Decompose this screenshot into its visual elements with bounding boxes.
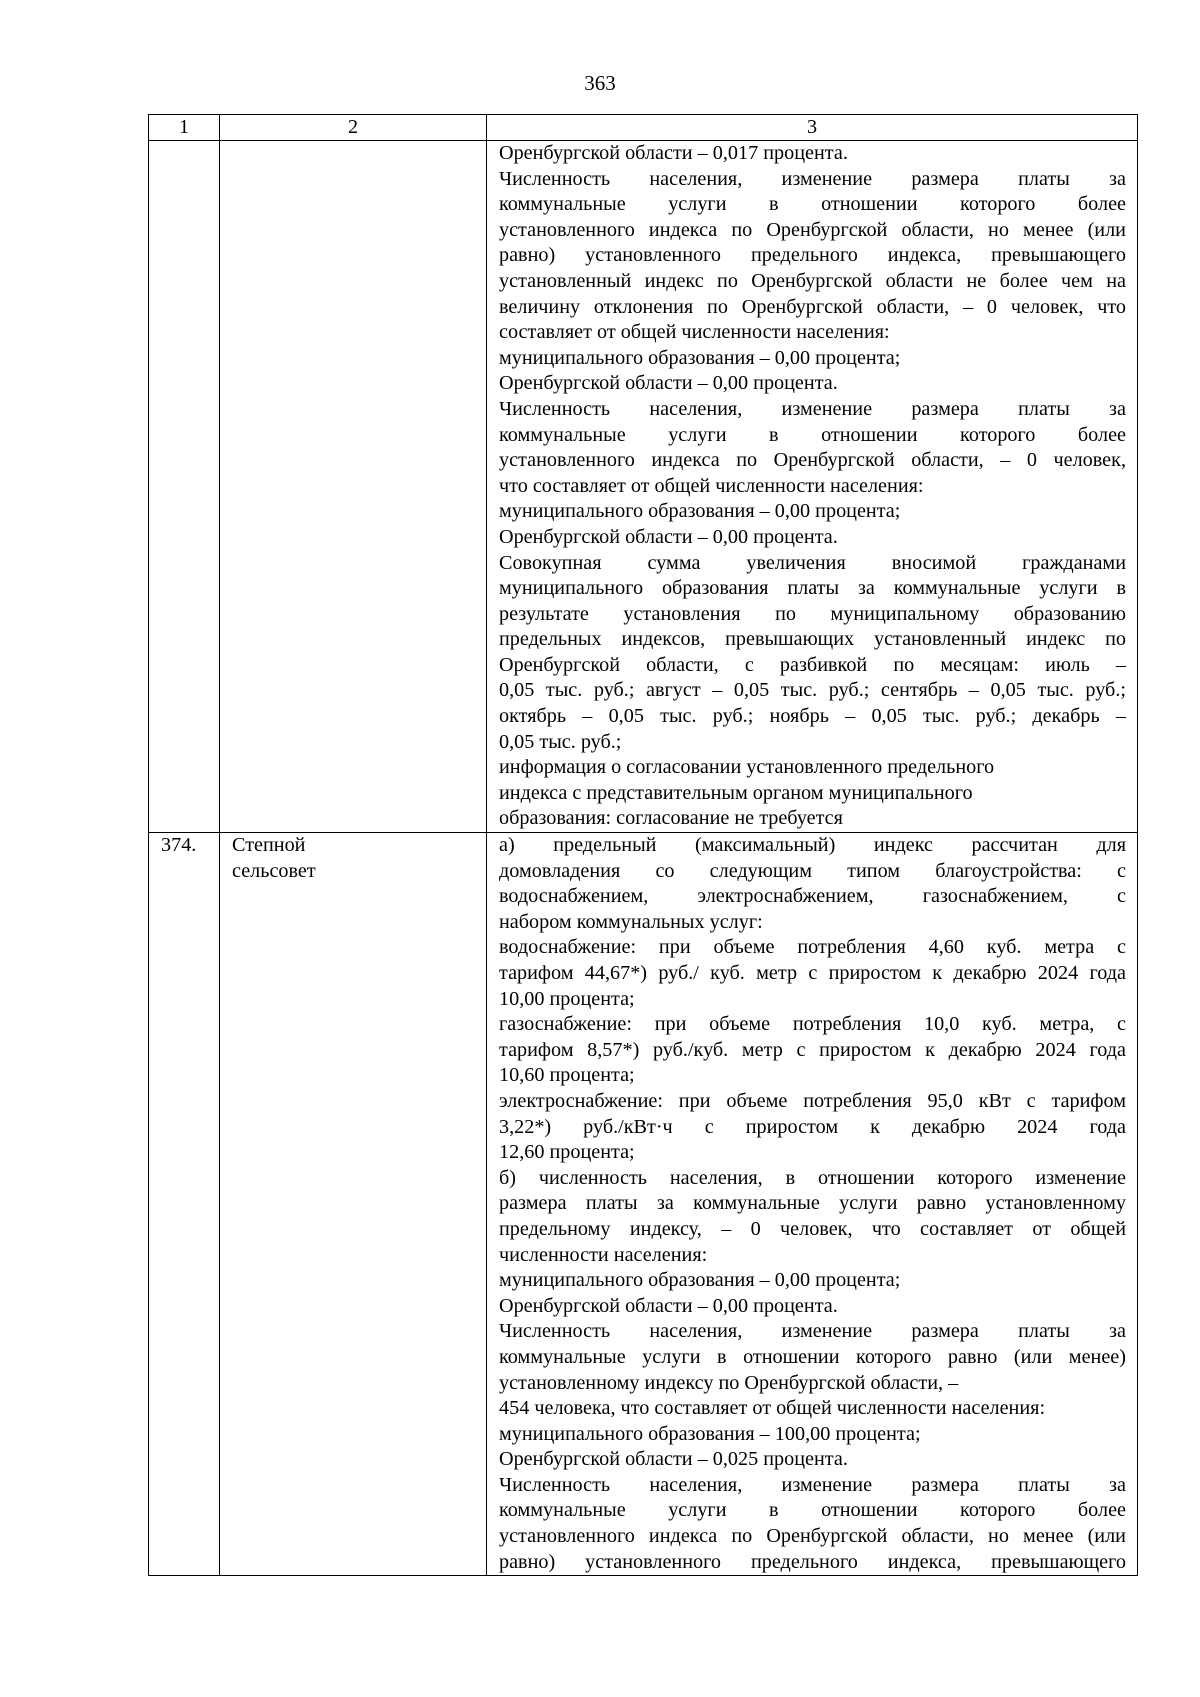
description-line: Оренбургской области – 0,00 процента. bbox=[499, 372, 838, 395]
description-line: муниципального образования – 0,00 процента; bbox=[499, 1269, 901, 1292]
description-line: Численность населения, изменение размера платы за bbox=[499, 167, 1126, 190]
description-line: тарифом 44,67*) руб./ куб. метр с приростом к декабрю 2024 года bbox=[499, 962, 1126, 984]
description-line: водоснабжением, электроснабжением, газоснабжением, с bbox=[499, 885, 1126, 908]
description-line: размера платы за коммунальные услуги равно установленному bbox=[499, 1192, 1126, 1215]
description-line: а) предельный (максимальный) индекс рассчитан для bbox=[499, 834, 1126, 857]
description-line: установленного индекса по Оренбургской области, – 0 человек, bbox=[499, 449, 1126, 472]
table-row bbox=[149, 833, 1138, 1576]
table-header-row bbox=[149, 115, 1138, 141]
description-line: что составляет от общей численности населения: bbox=[499, 474, 924, 497]
description-line: установленного индекса по Оренбургской области, но менее (или bbox=[499, 218, 1126, 241]
municipality-name-cell bbox=[220, 141, 487, 833]
description-line: Оренбургской области, с разбивкой по месяцам: июль – bbox=[499, 653, 1126, 676]
document-table bbox=[148, 114, 1138, 1576]
description-line: коммунальные услуги в отношении которого более bbox=[499, 423, 1126, 446]
table-row bbox=[149, 141, 1138, 833]
description-line: образования: согласование не требуется bbox=[499, 807, 843, 830]
description-line: Оренбургской области – 0,00 процента. bbox=[499, 525, 838, 548]
description-line: 12,60 процента; bbox=[499, 1141, 635, 1164]
description-line: коммунальные услуги в отношении которого равно (или менее) bbox=[499, 1345, 1126, 1368]
row-number-cell bbox=[149, 141, 220, 833]
column-header-1: 1 bbox=[149, 115, 220, 141]
description-line: численности населения: bbox=[499, 1243, 708, 1266]
description-line: б) численность населения, в отношении которого изменение bbox=[499, 1166, 1126, 1189]
description-line: коммунальные услуги в отношении которого более bbox=[499, 193, 1126, 216]
row-number-cell: 374. bbox=[149, 833, 220, 1576]
description-line: Численность населения, изменение размера платы за bbox=[499, 1320, 1126, 1343]
description-line: 3,22*) руб./кВт·ч с приростом к декабрю 2024 года bbox=[499, 1115, 1126, 1138]
description-line: коммунальные услуги в отношении которого более bbox=[499, 1499, 1126, 1522]
description-line: 10,60 процента; bbox=[499, 1064, 635, 1087]
description-line: набором коммунальных услуг: bbox=[499, 910, 763, 933]
description-line: 10,00 процента; bbox=[499, 987, 635, 1010]
description-line: Совокупная сумма увеличения вносимой гражданами bbox=[499, 551, 1126, 574]
municipality-name-cell bbox=[220, 833, 487, 1576]
description-line: Оренбургской области – 0,025 процента. bbox=[499, 1448, 848, 1471]
column-header-2: 2 bbox=[220, 115, 487, 141]
description-line: муниципального образования – 0,00 процента; bbox=[499, 500, 901, 523]
description-line: равно) установленного предельного индекса, превышающего bbox=[499, 1550, 1126, 1573]
description-line: установленного индекса по Оренбургской области, но менее (или bbox=[499, 1525, 1126, 1548]
description-line: предельных индексов, превышающих установленный индекс по bbox=[499, 628, 1126, 651]
description-line: составляет от общей численности населения: bbox=[499, 321, 890, 344]
description-line: Численность населения, изменение размера платы за bbox=[499, 397, 1126, 420]
description-line: водоснабжение: при объеме потребления 4,60 куб. метра с bbox=[499, 936, 1126, 959]
description-line: установленному индексу по Оренбургской области, – bbox=[499, 1371, 959, 1394]
description-line: результате установления по муниципальному образованию bbox=[499, 602, 1126, 625]
description-line: равно) установленного предельного индекса, превышающего bbox=[499, 244, 1126, 267]
description-cell bbox=[487, 833, 1138, 1576]
description-line: установленный индекс по Оренбургской области не более чем на bbox=[499, 269, 1126, 292]
description-line: Оренбургской области – 0,00 процента. bbox=[499, 1294, 838, 1317]
description-line: электроснабжение: при объеме потребления 95,0 кВт с тарифом bbox=[499, 1089, 1126, 1112]
description-line: величину отклонения по Оренбургской области, – 0 человек, что bbox=[499, 295, 1126, 318]
page-number: 363 bbox=[584, 71, 616, 95]
description-line: информация о согласовании установленного предельного bbox=[499, 756, 995, 779]
description-line: 0,05 тыс. руб.; bbox=[499, 730, 622, 753]
municipality-name-line: Степной bbox=[232, 834, 306, 857]
column-header-3: 3 bbox=[487, 115, 1138, 141]
description-line: муниципального образования платы за коммунальные услуги в bbox=[499, 577, 1126, 600]
description-line: тарифом 8,57*) руб./куб. метр с приростом к декабрю 2024 года bbox=[499, 1038, 1126, 1061]
description-line: муниципального образования – 100,00 процента; bbox=[499, 1422, 921, 1445]
description-line: домовладения со следующим типом благоустройства: с bbox=[499, 859, 1126, 882]
municipality-name-line: сельсовет bbox=[232, 859, 316, 882]
description-line: октябрь – 0,05 тыс. руб.; ноябрь – 0,05 тыс. руб.; декабрь – bbox=[499, 705, 1126, 728]
description-line: предельному индексу, – 0 человек, что составляет от общей bbox=[499, 1217, 1126, 1240]
description-line: газоснабжение: при объеме потребления 10,0 куб. метра, с bbox=[499, 1013, 1126, 1036]
description-cell bbox=[487, 141, 1138, 833]
description-line: 0,05 тыс. руб.; август – 0,05 тыс. руб.; сентябрь – 0,05 тыс. руб.; bbox=[499, 679, 1126, 702]
description-line: 454 человека, что составляет от общей численности населения: bbox=[499, 1397, 1046, 1420]
description-line: Оренбургской области – 0,017 процента. bbox=[499, 142, 848, 164]
description-line: индекса с представительным органом муниципального bbox=[499, 781, 973, 804]
description-line: муниципального образования – 0,00 процента; bbox=[499, 346, 901, 369]
description-line: Численность населения, изменение размера платы за bbox=[499, 1473, 1126, 1496]
